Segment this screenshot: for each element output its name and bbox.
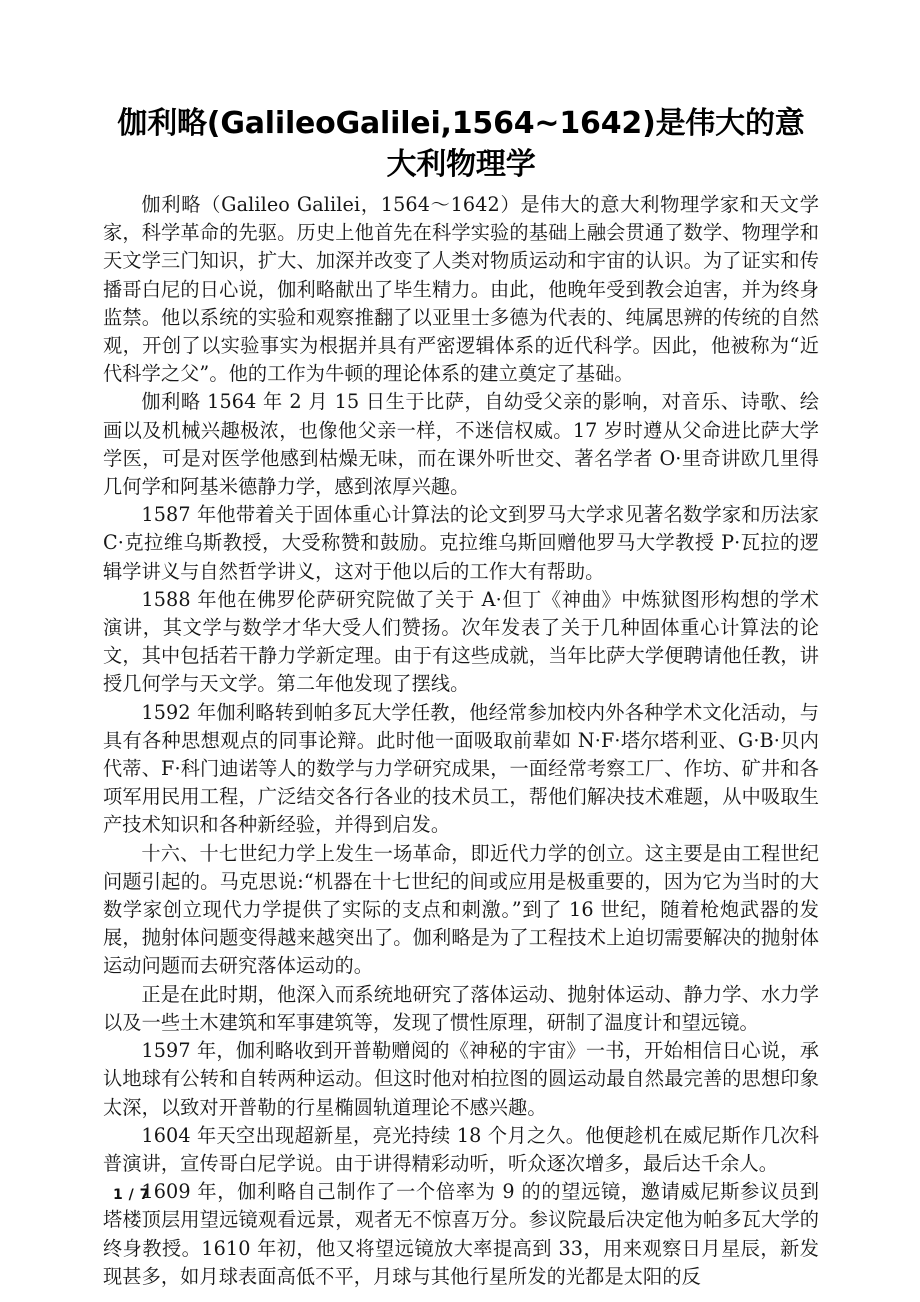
paragraph-10: 1609 年，伽利略自己制作了一个倍率为 9 的的望远镜，邀请威尼斯参议员到塔楼顶层用望远镜观看远景，观者无不惊喜万分。参议院最后决定他为帕多瓦大学的终身教授。1610 年初，他又将望远镜放大率提高到 33，用来观察日月星辰，新发现甚多，如月球表面高低不平，月球与其他行星所发的光都是太阳的反 (103, 1180, 819, 1288)
page-number-footer: 1 / 7 (113, 1187, 150, 1203)
paragraph-7: 正是在此时期，他深入而系统地研究了落体运动、抛射体运动、静力学、水力学以及一些土木建筑和军事建筑等，发现了惯性原理，研制了温度计和望远镜。 (103, 982, 819, 1034)
paragraph-9: 1604 年天空出现超新星，亮光持续 18 个月之久。他便趁机在威尼斯作几次科普演讲，宣传哥白尼学说。由于讲得精彩动听，听众逐次增多，最后达千余人。 (103, 1123, 819, 1175)
paragraph-8: 1597 年，伽利略收到开普勒赠阅的《神秘的宇宙》一书，开始相信日心说，承认地球有公转和自转两种运动。但这时他对柏拉图的圆运动最自然最完善的思想印象太深，以致对开普勒的行星椭圆轨道理论不感兴趣。 (103, 1039, 819, 1119)
paragraph-6: 十六、十七世纪力学上发生一场革命，即近代力学的创立。这主要是由工程世纪问题引起的。马克思说:“机器在十七世纪的间或应用是极重要的，因为它为当时的大数学家创立现代力学提供了实际的支点和刺激。”到了 16 世纪，随着枪炮武器的发展，抛射体问题变得越来越突出了。伽利略是为了工程技术上迫切需要解决的抛射体运动问题而去研究落体运动的。 (103, 841, 819, 978)
page-title: 伽利略(GalileoGalilei,1564~1642)是伟大的意大利物理学 (117, 106, 805, 182)
paragraph-2: 伽利略 1564 年 2 月 15 日生于比萨，自幼受父亲的影响，对音乐、诗歌、绘画以及机械兴趣极浓，也像他父亲一样，不迷信权威。17 岁时遵从父命进比萨大学学医，可是对医学他感到枯燥无味，而在课外听世交、著名学者 O·里奇讲欧几里得几何学和阿基米德静力学，感到浓厚兴趣。 (103, 390, 820, 499)
document-body (103, 103, 819, 1291)
paragraph-3: 1587 年他带着关于固体重心计算法的论文到罗马大学求见著名数学家和历法家 C·克拉维乌斯教授，大受称赞和鼓励。克拉维乌斯回赠他罗马大学教授 P·瓦拉的逻辑学讲义与自然哲学讲义，这对于他以后的工作大有帮助。 (103, 503, 819, 583)
paragraph-1: 伽利略（Galileo Galilei，1564～1642）是伟大的意大利物理学家和天文学家，科学革命的先驱。历史上他首先在科学实验的基础上融会贯通了数学、物理学和天文学三门知识，扩大、加深并改变了人类对物质运动和宇宙的认识。为了证实和传播哥白尼的日心说，伽利略献出了毕生精力。由此，他晚年受到教会迫害，并为终身监禁。他以系统的实验和观察推翻了以亚里士多德为代表的、纯属思辨的传统的自然观，开创了以实验事实为根据并具有严密逻辑体系的近代科学。因此，他被称为“近代科学之父”。他的工作为牛顿的理论体系的建立奠定了基础。 (103, 193, 819, 386)
paragraph-4: 1588 年他在佛罗伦萨研究院做了关于 A·但丁《神曲》中炼狱图形构想的学术演讲，其文学与数学才华大受人们赞扬。次年发表了关于几种固体重心计算法的论文，其中包括若干静力学新定理。由于有这些成就，当年比萨大学便聘请他任教，讲授几何学与天文学。第二年他发现了摆线。 (103, 587, 819, 696)
paragraph-5: 1592 年伽利略转到帕多瓦大学任教，他经常参加校内外各种学术文化活动，与具有各种思想观点的同事论辩。此时他一面吸取前辈如 N·F·塔尔塔利亚、G·B·贝内代蒂、F·科门迪诺等人的数学与力学研究成果，一面经常考察工厂、作坊、矿井和各项军用民用工程，广泛结交各行各业的技术员工，帮他们解决技术难题，从中吸取生产技术知识和各种新经验，并得到启发。 (103, 700, 819, 837)
